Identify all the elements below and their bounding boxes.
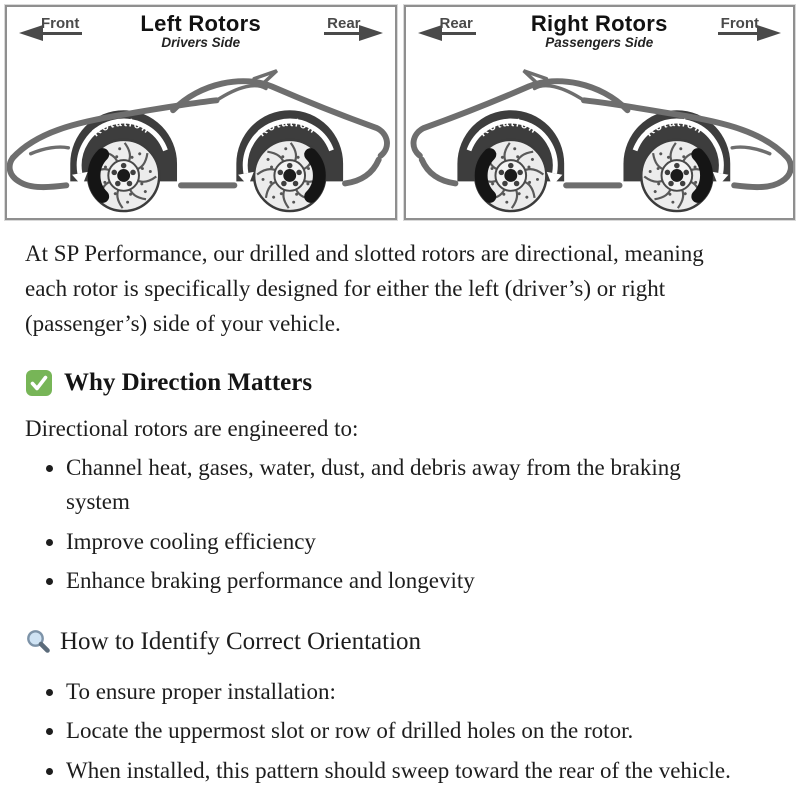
list-item: • To ensure proper installation:: [66, 675, 737, 710]
engineered-to-lead: Directional rotors are engineered to:: [25, 415, 359, 441]
right-panel-subtitle: Passengers Side: [545, 35, 654, 51]
rotation-text: Rotation: [90, 116, 153, 140]
list-item: • Enhance braking performance and longevity: [66, 564, 737, 599]
left-car-illustration: [7, 60, 395, 217]
list-item: • Locate the uppermost slot or row of drilled holes on the rotor.: [66, 714, 737, 749]
rear-direction-label: [418, 16, 476, 35]
list-item: • When installed, this pattern should sweep toward the rear of the vehicle.: [66, 754, 737, 789]
left-panel-header: [7, 7, 395, 59]
arrow-right-icon: [359, 25, 383, 41]
rotation-text: Rotation: [477, 116, 540, 140]
article-body: [0, 237, 762, 788]
orientation-steps-list: [25, 675, 737, 789]
right-panel-title: Right Rotors: [530, 11, 668, 36]
rotor-direction-diagram: [0, 0, 800, 220]
front-label-text: Front: [38, 16, 82, 35]
left-rotors-panel: [5, 5, 397, 220]
left-panel-subtitle: Drivers Side: [161, 35, 241, 51]
right-panel-header: [406, 7, 794, 59]
list-item: • Channel heat, gases, water, dust, and debris away from the braking system: [66, 451, 737, 520]
left-panel-title: Left Rotors: [140, 11, 262, 36]
identify-orientation-heading: [25, 628, 737, 656]
rear-label-text: Rear: [437, 16, 476, 35]
list-item: • Improve cooling efficiency: [66, 525, 737, 560]
why-direction-matters-heading: [25, 369, 737, 397]
rotation-text: Rotation: [643, 116, 706, 140]
arrow-right-icon: [757, 25, 781, 41]
heading-text: Why Direction Matters: [64, 368, 313, 396]
rear-label-text: Rear: [324, 16, 363, 35]
right-car-illustration: [406, 60, 794, 217]
check-mark-icon: [25, 369, 53, 397]
front-direction-label: [718, 16, 781, 35]
front-label-text: Front: [718, 16, 762, 35]
rotation-text: Rotation: [256, 116, 319, 140]
front-direction-label: [19, 16, 82, 35]
intro-paragraph: At SP Performance, our drilled and slotted rotors are directional, meaning each rotor is specifically designed for either the left (driver’s) or right (passenger’s) side of your vehicle.: [25, 241, 704, 336]
magnifying-glass-icon: [25, 628, 52, 655]
rear-direction-label: [324, 16, 382, 35]
benefits-list: [25, 451, 737, 599]
heading-text: How to Identify Correct Orientation: [60, 627, 422, 655]
right-rotors-panel: [404, 5, 796, 220]
